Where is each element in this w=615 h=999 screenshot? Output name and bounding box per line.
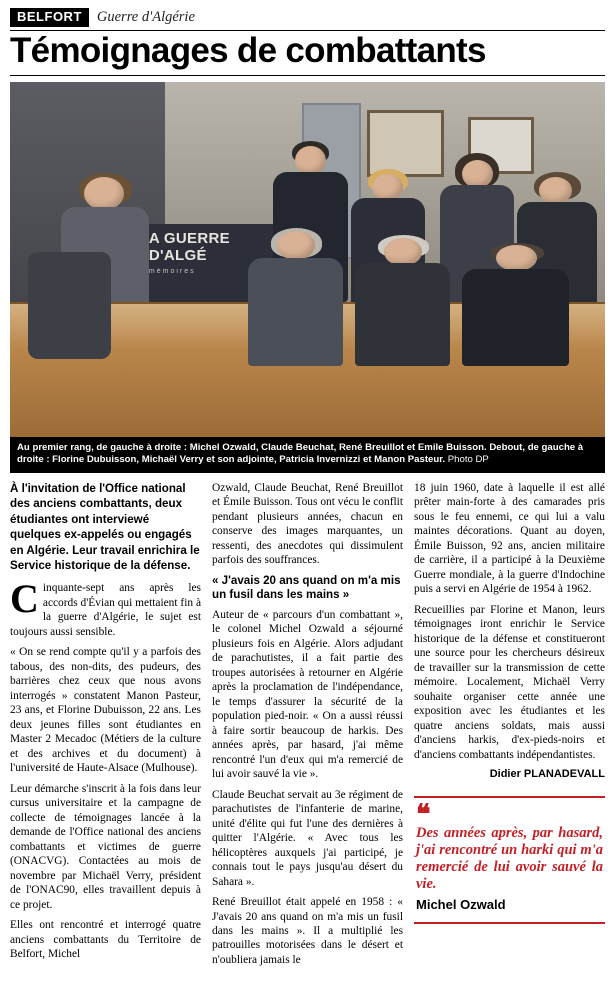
paragraph: Ozwald, Claude Beuchat, René Breuillot et Émile Buisson. Tous ont vécu le conflit pendant plusieurs années, chacun en conserve des images marquantes, un ressenti, des anecdotes qui dissimulent parfois des souffrances. — [212, 481, 403, 567]
article-column-1 — [10, 481, 201, 974]
pull-quote-author: Michel Ozwald — [416, 897, 506, 913]
photo-person-head — [84, 177, 124, 210]
photo-person-seated — [462, 245, 569, 366]
headline-rule — [10, 75, 605, 76]
photo-picture-frame — [367, 110, 444, 177]
photo-person-head — [539, 177, 572, 204]
photo-person-seated — [355, 238, 450, 366]
photo-person-head — [462, 160, 493, 188]
pull-quote-text: Des années après, par hasard, j'ai rencontré un harki qui m'a remercié de lui avoir sauvé la vie. — [416, 825, 603, 893]
photo-person-head — [496, 245, 537, 272]
photo-person-head — [295, 146, 326, 176]
photo-person-seated — [28, 252, 111, 359]
article-column-2 — [212, 481, 403, 974]
paragraph: Auteur de « parcours d'un combattant », le colonel Michel Ozwald a séjourné plusieurs fois en Algérie. Alors adjudant de parachutistes, il a fait partie des troupes autorisées à retourner en Algérie après la proclamation de l'indépendance, le temps d'assurer la sécurité de la population pied-noir. « On a aussi réussi à faire sortir beaucoup de harkis. Des années après, par hasard, j'ai même rencontré l'un d'eux qui m'a remercié de lui avoir sauvé la vie ». — [212, 608, 403, 781]
photo-person-head — [372, 174, 403, 201]
drop-cap: C — [10, 576, 39, 622]
banner-line-2: D'ALGÉ — [148, 246, 207, 264]
paragraph — [10, 576, 201, 639]
quote-mark-icon: ❝ — [416, 799, 429, 830]
photo-person-body — [462, 269, 569, 366]
photo-person-head — [384, 238, 422, 266]
photo-person-seated — [248, 231, 343, 366]
article-column-3 — [414, 481, 605, 974]
kicker-subject: Guerre d'Algérie — [96, 8, 195, 25]
paragraph: Elles ont rencontré et interrogé quatre anciens combattants du Territoire de Belfort, Michel — [10, 919, 201, 960]
banner-line-1: A GUERRE — [148, 229, 230, 247]
paragraph: Claude Beuchat servait au 3e régiment de parachutistes de l'infanterie de marine, unité d'élite qui fut l'une des dernières à quitter l'Algérie. « Avec tous les hélicoptères auxquels j'ai participé, je connais tout le pays jusqu'au désert du Sahara ». — [212, 788, 403, 888]
photo-person-body — [248, 258, 343, 366]
page-title: Témoignages de combattants — [10, 30, 486, 70]
article-body — [10, 481, 605, 974]
paragraph: Recueillies par Florine et Manon, leurs témoignages iront enrichir le Service historique de la défense et constitueront une source pour les chercheurs désireux de travailler sur la transmission de cette mémoire. Localement, Michaël Verry souhaite organiser cette année une exposition avec les étudiantes et les quatre anciens soldats, mais aussi d'anciens harkis, d'ex-pieds-noirs et d'anciens combattants indépendantistes. — [414, 603, 605, 761]
photo-person-body — [355, 263, 450, 365]
standfirst: À l'invitation de l'Office national des anciens combattants, deux étudiantes ont interviewé quelques ex-appelés ou engagés en Algérie. Leur travail enrichira le Service historique de la défense. — [10, 481, 200, 572]
kicker — [10, 8, 605, 27]
paragraph: « On se rend compte qu'il y a parfois des tabous, des non-dits, des pudeurs, des barrières chez ceux que nous avons interrogés » constatent Manon Pasteur, 23 ans, et Florine Dubuisson, 22 ans. Les deux jeunes filles sont étudiantes en Master 2 Mecadoc (Métiers de la culture et des archives et du document) à l'université de Haute-Alsace (Mulhouse). — [10, 646, 201, 775]
paragraph: René Breuillot était appelé en 1958 : « J'avais 20 ans quand on m'a mis un fusil dans les mains ». Il a multiplié les patrouilles motorisées dans le désert et n'oubliera jamais le — [212, 896, 403, 966]
paragraph: Leur démarche s'inscrit à la fois dans leur cursus universitaire et la campagne de collecte de témoignages lancée à la demande de l'Office national des anciens combattants et victimes de guerre (ONACVG). Contactées au mois de novembre par Michaël Verry, président de l'ONAC90, elles travaillent depuis à ce projet. — [10, 782, 201, 911]
article-signature: Didier PLANADEVALL — [489, 768, 605, 781]
caption-text: Au premier rang, de gauche à droite : Michel Ozwald, Claude Beuchat, René Breuillot et Emile Buisson. Debout, de gauche à droite : Florine Dubuisson, Michaël Verry et son adjointe, Patricia Invernizzi et Manon Pasteur. — [17, 441, 584, 466]
paragraph-text: inquante-sept ans après les accords d'Évian qui mettaient fin à la guerre d'Algérie, le sujet est toujours aussi sensible. — [10, 582, 201, 638]
photo-person-head — [277, 231, 315, 261]
pull-quote — [414, 796, 605, 924]
photo-caption — [10, 437, 605, 473]
paragraph: 18 juin 1960, date à laquelle il est allé prêter main-forte à des camarades pris sous le feu ennemi, ce qui lui a valu maintes décorations. Quant au doyen, Émile Buisson, 92 ans, ancien militaire de carrière, il a participé à la Deuxième Guerre mondiale, à la guerre d'Indochine puis a servi en Algérie de 1954 à 1962. — [414, 481, 605, 596]
photo-person-body — [28, 252, 111, 359]
photo-credit: Photo DP — [447, 454, 489, 466]
section-subhead: « J'avais 20 ans quand on m'a mis un fusil dans les mains » — [212, 573, 401, 602]
banner-subtitle: mémoires — [148, 268, 196, 276]
photo-scene — [10, 82, 605, 437]
kicker-location-badge: BELFORT — [10, 8, 89, 27]
article-photo — [10, 82, 605, 437]
